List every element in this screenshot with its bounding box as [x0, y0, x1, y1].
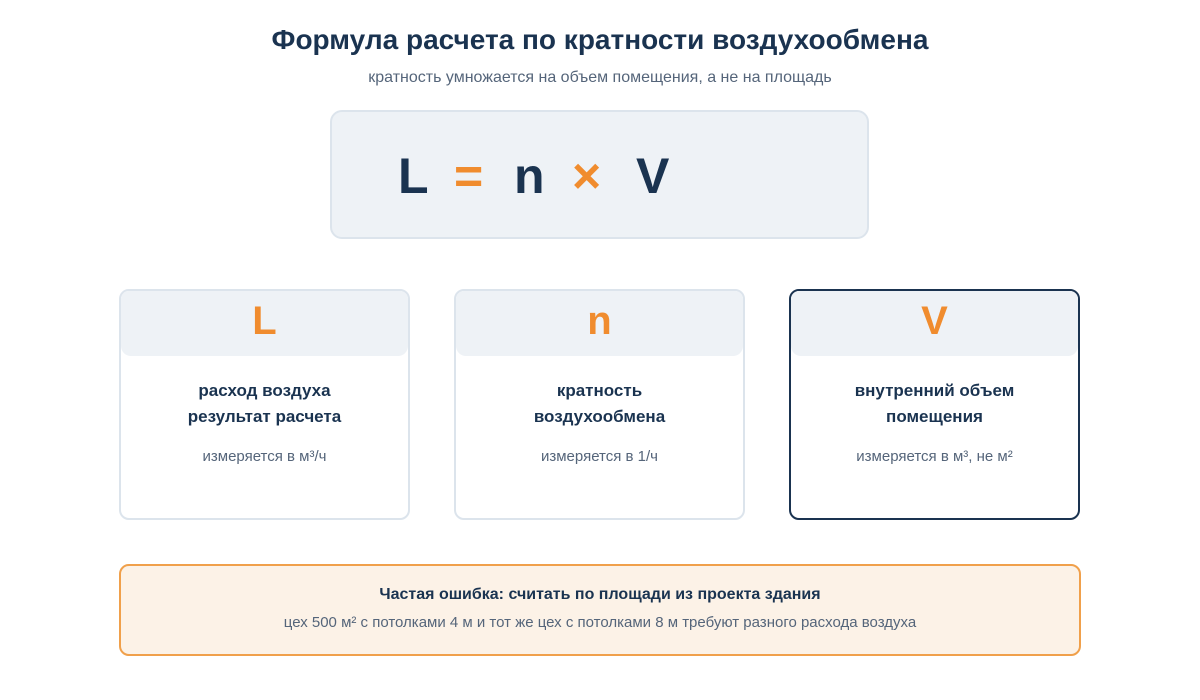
card-title-line: расход воздуха	[198, 381, 331, 400]
card-unit: измеряется в м³/ч	[202, 448, 327, 465]
card-title-line: помещения	[886, 407, 983, 426]
note-text: цех 500 м² с потолками 4 м и тот же цех с потолками 8 м требуют разного расхода воздуха	[283, 614, 917, 631]
card-symbol: n	[456, 291, 743, 356]
formula-factor-v: V	[636, 148, 670, 204]
card-airflow	[119, 289, 410, 520]
formula-lhs: L	[398, 148, 429, 204]
note-title: Частая ошибка: считать по площади из проекта здания	[379, 586, 821, 603]
formula-panel	[330, 110, 869, 239]
card-rate	[454, 289, 745, 520]
card-title-line: внутренний объем	[854, 381, 1015, 400]
card-symbol: V	[791, 291, 1078, 356]
common-mistake-note	[119, 564, 1081, 656]
formula-times-sign: ×	[572, 148, 602, 204]
formula-factor-n: n	[514, 148, 545, 204]
card-symbol: L	[121, 291, 408, 356]
card-unit: измеряется в 1/ч	[540, 448, 658, 465]
card-title-line: воздухообмена	[533, 407, 666, 426]
card-title	[791, 378, 1078, 430]
card-title	[456, 378, 743, 430]
card-title-line: результат расчета	[187, 407, 342, 426]
card-volume	[789, 289, 1080, 520]
card-unit: измеряется в м³, не м²	[856, 448, 1013, 465]
card-title-line: кратность	[556, 381, 643, 400]
formula-equals-sign: =	[454, 148, 484, 204]
page-subtitle: кратность умножается на объем помещения, а не на площадь	[368, 69, 832, 86]
card-title	[121, 378, 408, 430]
page-title: Формула расчета по кратности воздухообмена	[271, 24, 929, 55]
